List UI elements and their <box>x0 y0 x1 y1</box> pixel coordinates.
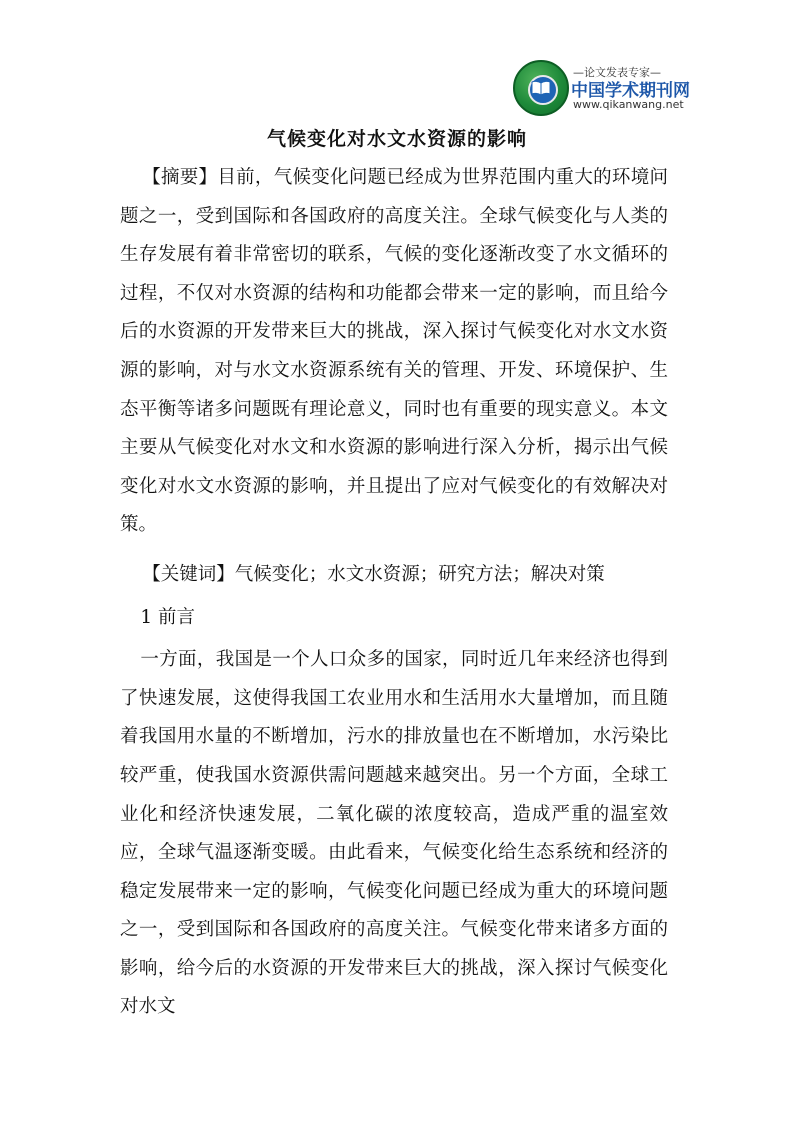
journal-logo <box>513 56 690 122</box>
logo-name: 中国学术期刊网 <box>571 81 690 101</box>
logo-tagline: —论文发表专家— <box>573 66 661 79</box>
section-heading: 1 前言 <box>140 606 195 628</box>
keywords-paragraph: 【关键词】气候变化；水文水资源；研究方法；解决对策 <box>142 563 605 585</box>
book-emblem-icon <box>513 60 569 116</box>
logo-url: www.qikanwang.net <box>573 98 684 111</box>
document-title: 气候变化对水文水资源的影响 <box>266 128 527 150</box>
body-paragraph: 一方面，我国是一个人口众多的国家，同时近几年来经济也得到了快速发展，这使得我国工农业用水和生活用水大量增加，而且随着我国用水量的不断增加，污水的排放量也在不断增加，水污染比较严重，使我国水资源供需问题越来越突出。另一个方面，全球工业化和经济快速发展，二氧化碳的浓度较高，造成严重的温室效应，全球气温逐渐变暖。由此看来，气候变化给生态系统和经济的稳定发展带来一定的影响，气候变化问题已经成为重大的环境问题之一，受到国际和各国政府的高度关注。气候变化带来诸多方面的影响，给今后的水资源的开发带来巨大的挑战，深入探讨气候变化对水文 <box>120 649 668 1018</box>
abstract-paragraph: 【摘要】目前，气候变化问题已经成为世界范围内重大的环境问题之一，受到国际和各国政府的高度关注。全球气候变化与人类的生存发展有着非常密切的联系，气候的变化逐渐改变了水文循环的过程，不仅对水资源的结构和功能都会带来一定的影响，而且给今后的水资源的开发带来巨大的挑战，深入探讨气候变化对水文水资源的影响，对与水文水资源系统有关的管理、开发、环境保护、生态平衡等诸多问题既有理论意义，同时也有重要的现实意义。本文主要从气候变化对水文和水资源的影响进行深入分析，揭示出气候变化对水文水资源的影响，并且提出了应对气候变化的有效解决对策。 <box>120 167 668 536</box>
document-body <box>120 159 668 1027</box>
